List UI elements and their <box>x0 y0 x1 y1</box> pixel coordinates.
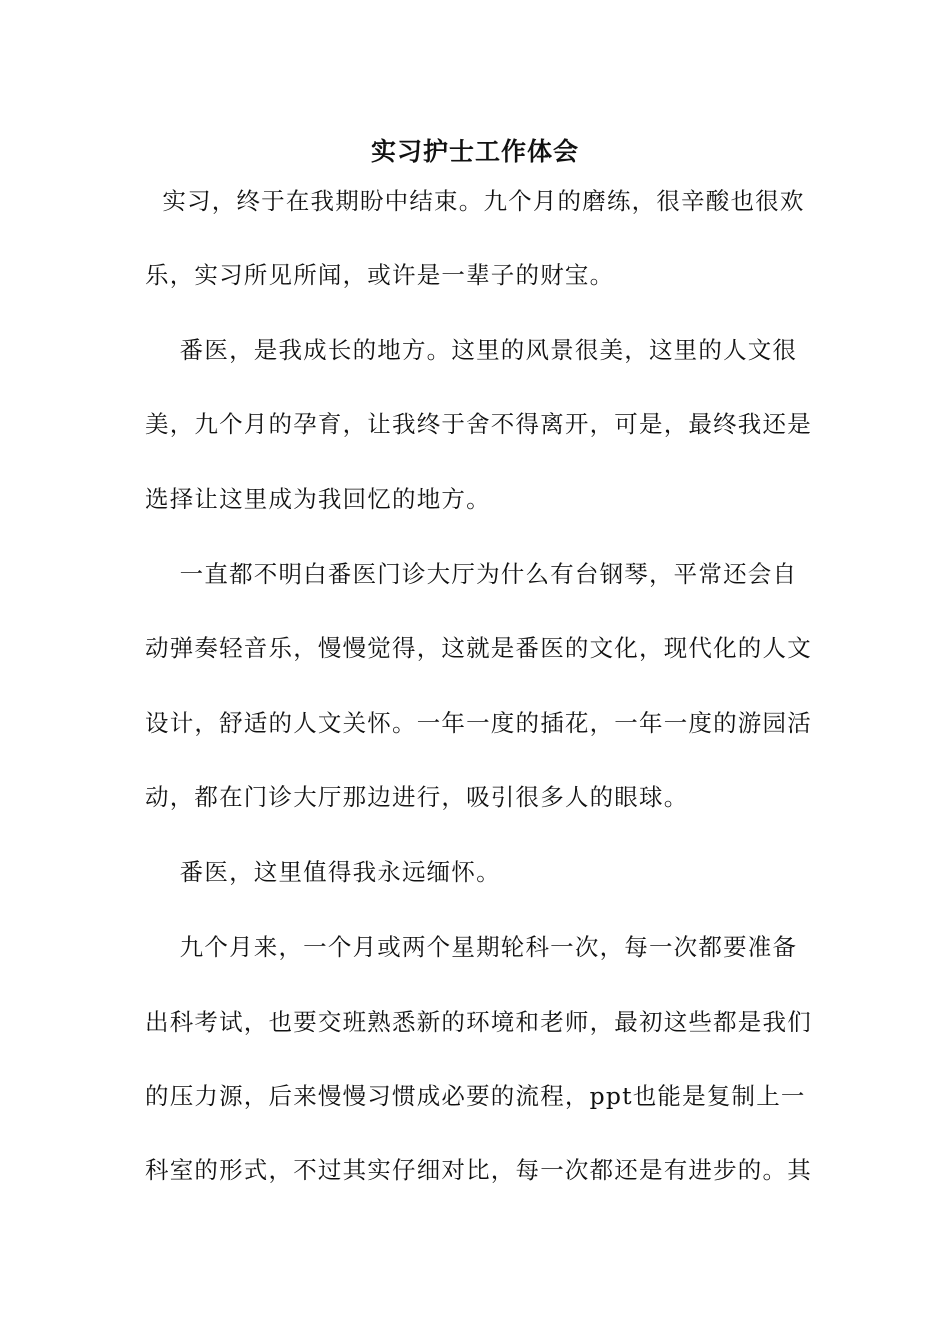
text-line-6: 一直都不明白番医门诊大厅为什么有台钢琴，平常还会自 <box>145 560 798 588</box>
text-line-4: 美，九个月的孕育，让我终于舍不得离开，可是，最终我还是 <box>145 410 812 438</box>
text-line-3: 番医，是我成长的地方。这里的风景很美，这里的人文很 <box>145 336 798 364</box>
text-line-9: 动，都在门诊大厅那边进行，吸引很多人的眼球。 <box>145 783 689 811</box>
text-line-14: 科室的形式，不过其实仔细对比，每一次都还是有进步的。其 <box>145 1156 812 1184</box>
text-line-13: 的压力源，后来慢慢习惯成必要的流程，ppt也能是复制上一 <box>145 1082 806 1110</box>
text-line-10: 番医，这里值得我永远缅怀。 <box>145 858 501 886</box>
document-title: 实习护士工作体会 <box>370 137 579 166</box>
text-line-2: 乐，实习所见所闻，或许是一辈子的财宝。 <box>145 261 615 289</box>
text-line-8: 设计，舒适的人文关怀。一年一度的插花，一年一度的游园活 <box>145 709 812 737</box>
text-line-5: 选择让这里成为我回忆的地方。 <box>145 485 491 513</box>
text-line-12: 出科考试，也要交班熟悉新的环境和老师，最初这些都是我们 <box>145 1008 812 1036</box>
text-line-7: 动弹奏轻音乐，慢慢觉得，这就是番医的文化，现代化的人文 <box>145 634 812 662</box>
text-line-11: 九个月来，一个月或两个星期轮科一次，每一次都要准备 <box>145 933 798 961</box>
text-line-1: 实习，终于在我期盼中结束。九个月的磨练，很辛酸也很欢 <box>145 187 805 215</box>
